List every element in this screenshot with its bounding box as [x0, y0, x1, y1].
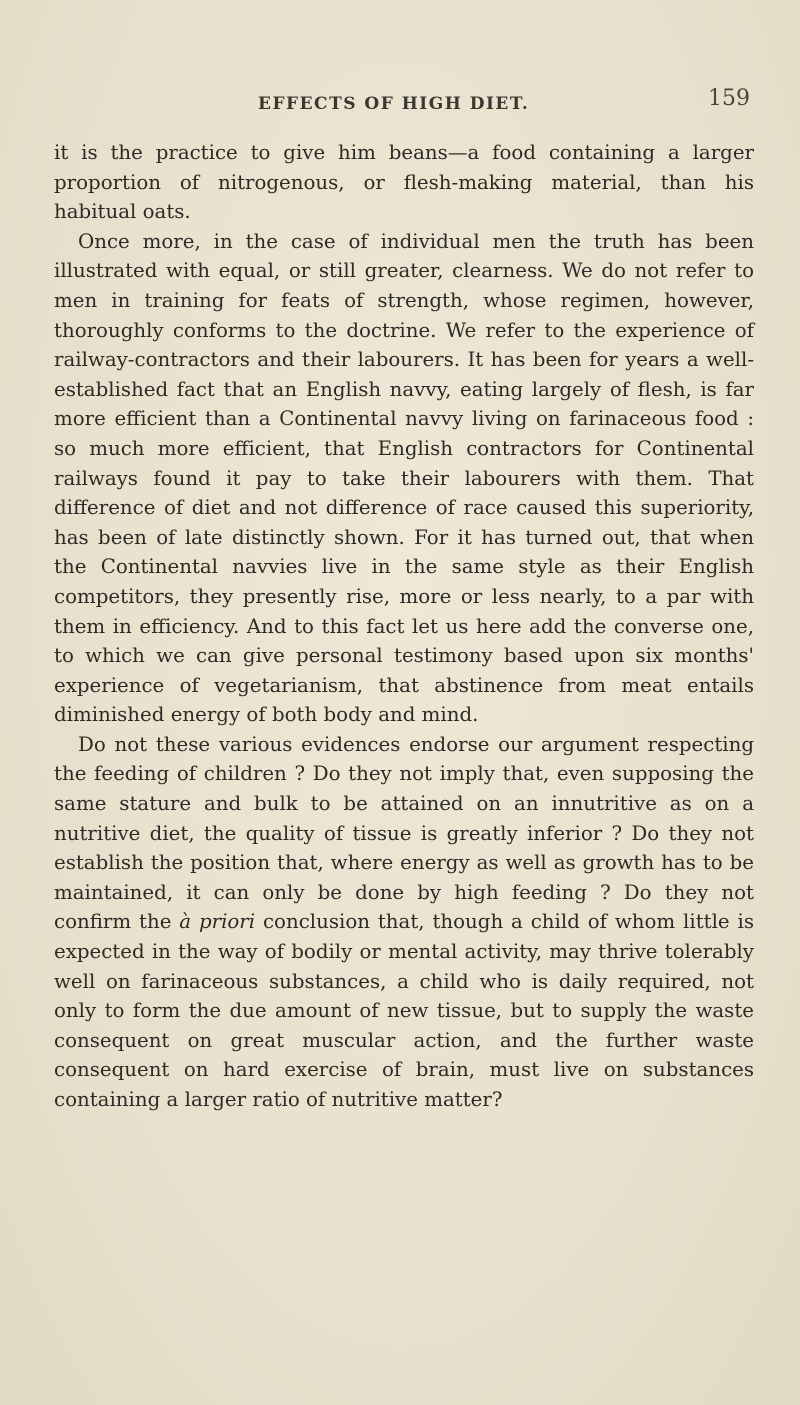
paragraph-text-part-1: Do not these various evidences endorse our argument respecting the feeding of children ? Do they not imply that, even supposing the same stature and bulk to be attained on an innutritive as on a nutritive diet, the quality of tissue is greatly inferior ? Do they not establish the position that, where energy as well as growth has to be maintained, it can only be done by high feeding ? Do they not confirm the: [54, 732, 754, 934]
body-text: [54, 138, 754, 1115]
italic-phrase: à priori: [179, 910, 256, 934]
running-title: EFFECTS OF HIGH DIET.: [258, 94, 530, 114]
paragraph-text-part-2: conclusion that, though a child of whom little is expected in the way of bodily or mental activity, may thrive tolerably well on farinaceous substances, a child who is daily required, not only to form the due amount of new tissue, but to supply the waste consequent on great muscular action, and the further waste consequent on hard exercise of brain, must live on substances containing a larger ratio of nutritive matter?: [54, 910, 754, 1111]
page-number: 159: [708, 86, 750, 111]
running-head: [0, 86, 800, 126]
paragraph-feeding-of-children: [54, 730, 754, 1115]
paragraph-continuation: it is the practice to give him beans—a food containing a larger proportion of nitrogenous, or flesh-making material, than his habitual oats.: [54, 141, 754, 224]
paragraph-individual-men: Once more, in the case of individual men the truth has been illustrated with equal, or still greater, clearness. We do not refer to men in training for feats of strength, whose regimen, however, thoroughly conforms to the doctrine. We refer to the experience of railway-contractors and their labourers. It has been for years a well-established fact that an English navvy, eating largely of flesh, is far more efficient than a Continental navvy living on farinaceous food : so much more efficient, that English contractors for Continental railways found it pay to take their labourers with them. That difference of diet and not difference of race caused this superiority, has been of late distinctly shown. For it has turned out, that when the Continental navvies live in the same style as their English competitors, they presently rise, more or less nearly, to a par with them in efficiency. And to this fact let us here add the converse one, to which we can give personal testimony based upon six months' experience of vegetarianism, that abstinence from meat entails diminished energy of both body and mind.: [54, 229, 754, 727]
